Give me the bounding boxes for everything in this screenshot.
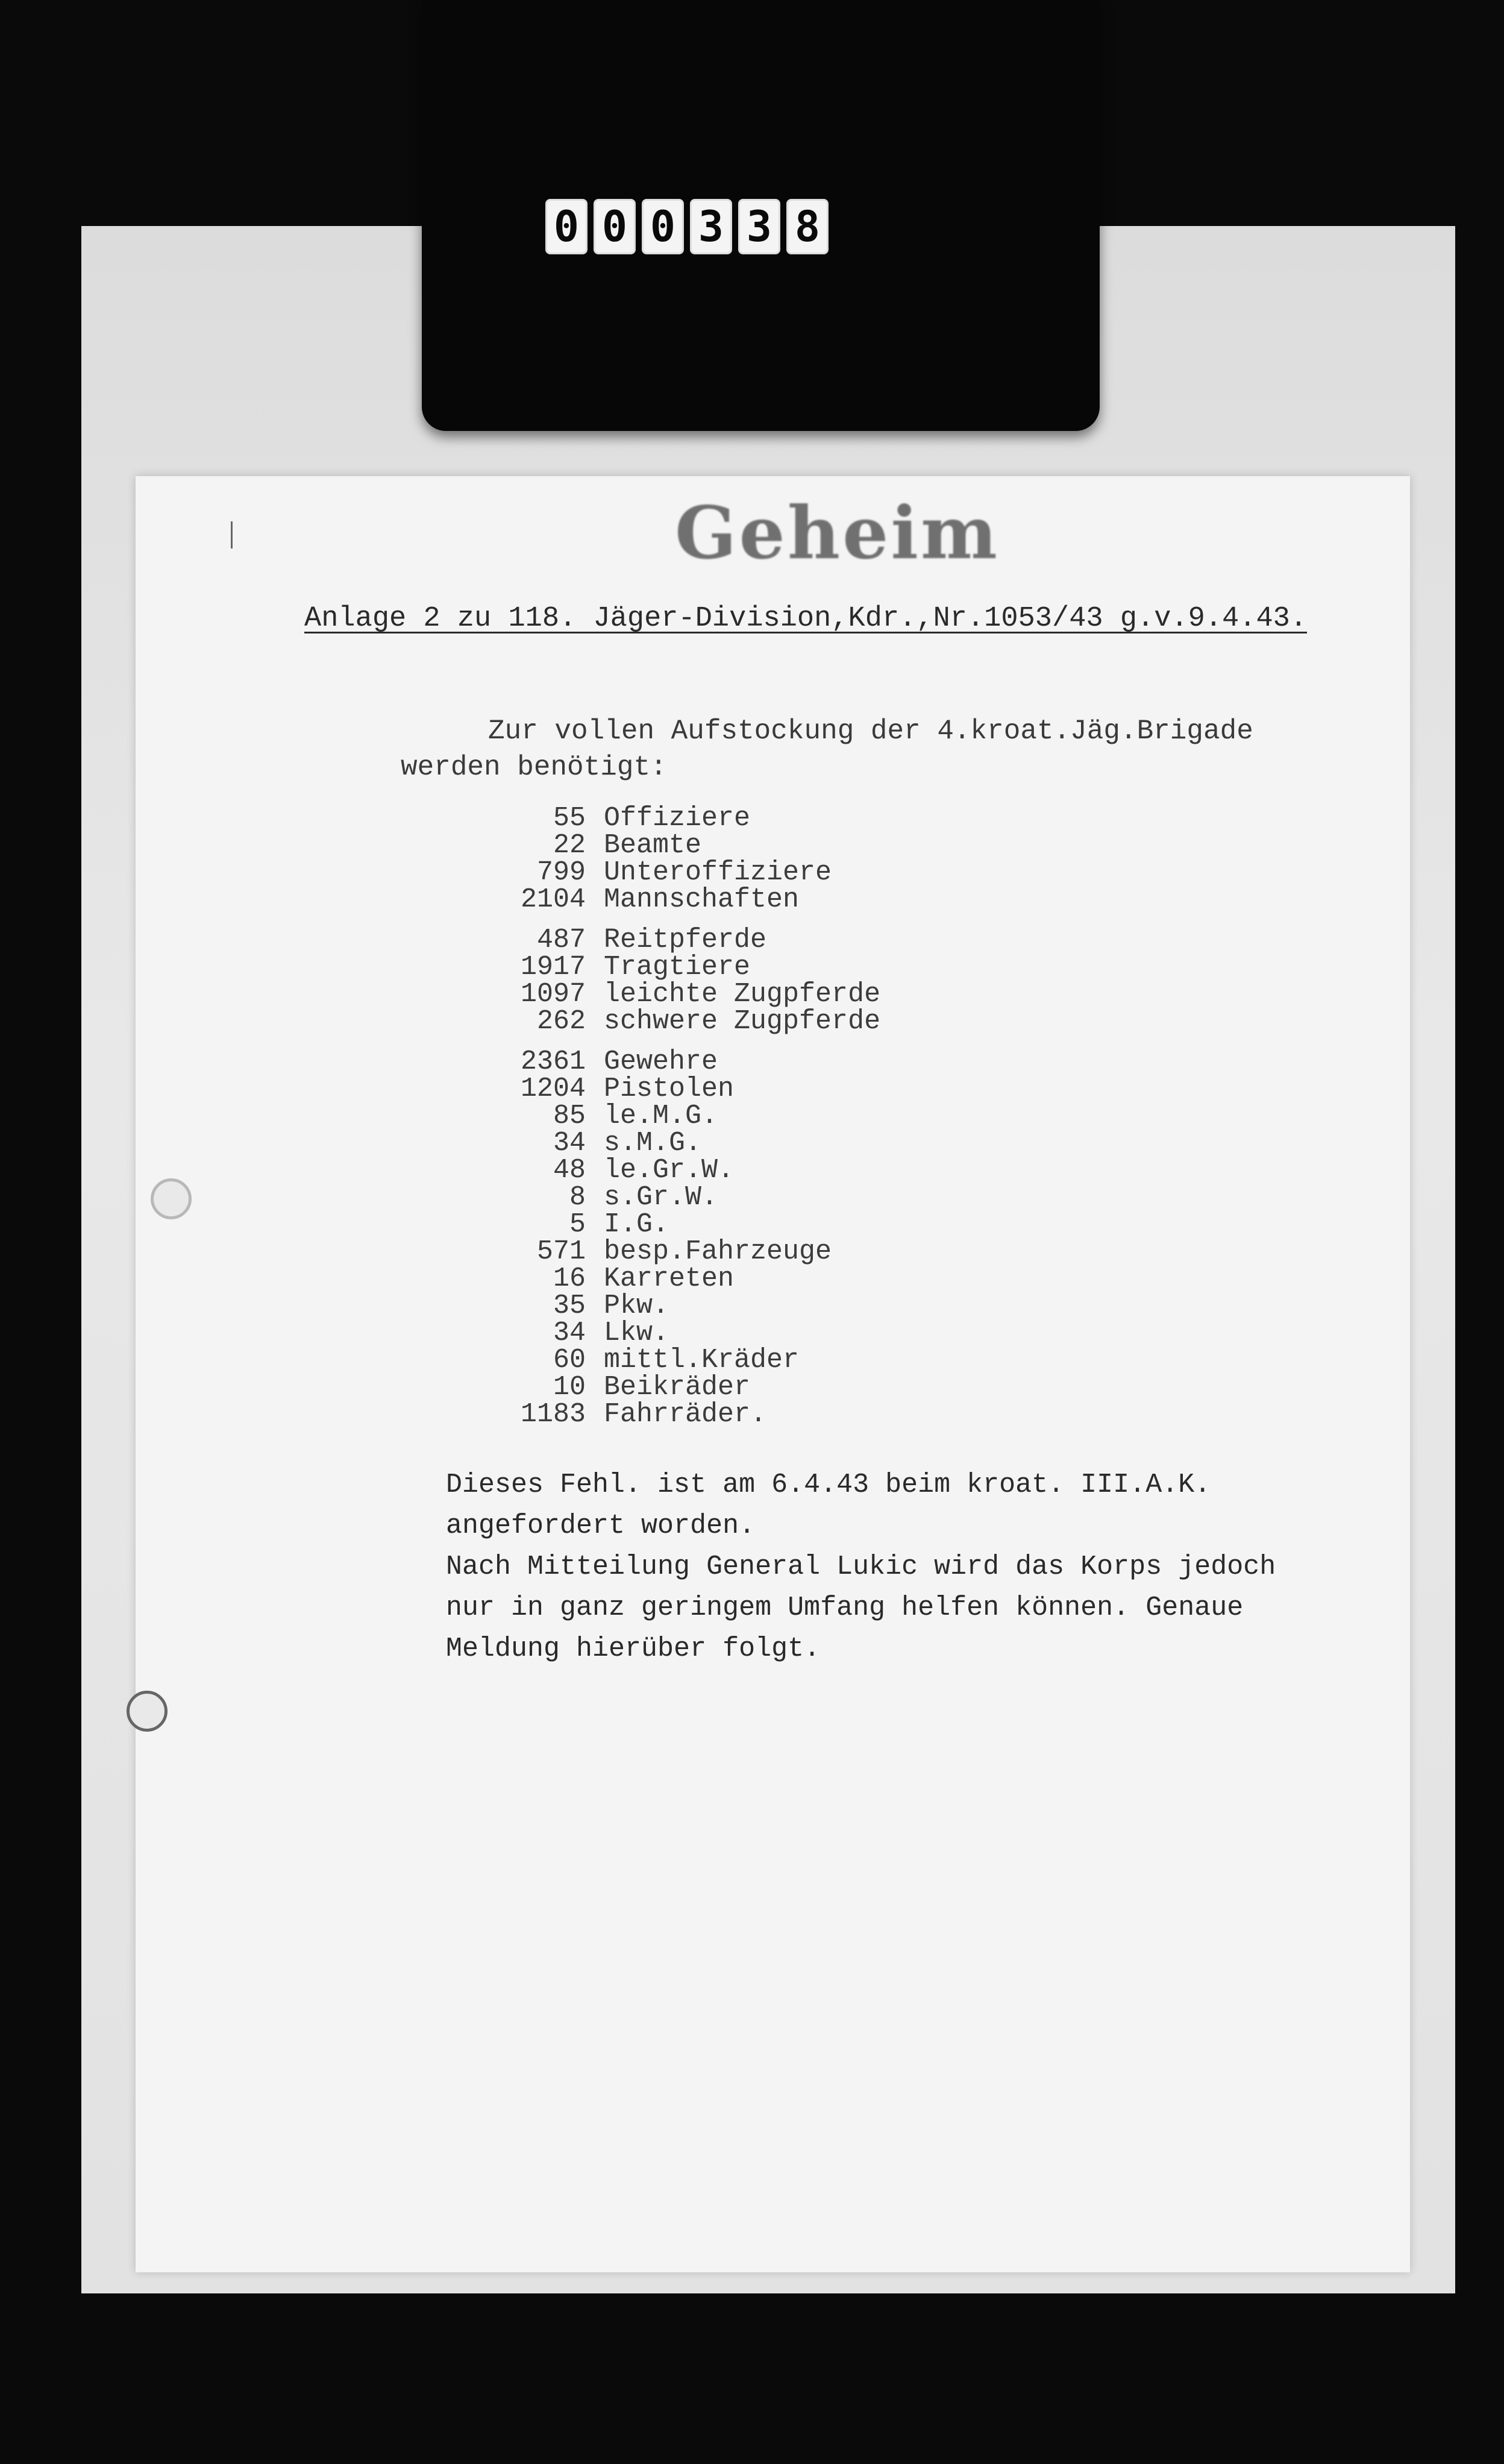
item-quantity: 55	[553, 803, 586, 834]
item-label: Pkw.	[604, 1290, 669, 1321]
closing-line: Meldung hierüber folgt.	[446, 1633, 821, 1664]
item-label: Pistolen	[604, 1073, 735, 1104]
document-heading: Anlage 2 zu 118. Jäger-Division,Kdr.,Nr.1053/43 g.v.9.4.43.	[304, 603, 1308, 635]
list-item	[494, 1008, 880, 1035]
list-item	[494, 954, 880, 981]
list-item	[494, 1238, 880, 1265]
item-label: mittl.Kräder	[604, 1345, 800, 1375]
item-quantity: 48	[553, 1155, 586, 1186]
item-label: schwere Zugpferde	[604, 1006, 881, 1037]
list-item	[494, 805, 880, 832]
requirements-list	[494, 805, 880, 1428]
margin-mark	[231, 521, 233, 548]
item-quantity: 16	[553, 1263, 586, 1294]
item-label: s.M.G.	[604, 1128, 702, 1158]
item-quantity: 2361	[520, 1046, 586, 1077]
item-quantity: 1183	[520, 1399, 586, 1430]
frame-counter	[545, 199, 829, 253]
item-quantity: 34	[553, 1318, 586, 1348]
intro-line-1: Zur vollen Aufstockung der 4.kroat.Jäg.Brigade	[488, 715, 1253, 747]
closing-line: angefordert worden.	[446, 1510, 756, 1541]
item-label: Beamte	[604, 830, 702, 861]
closing-line: Nach Mitteilung General Lukic wird das Korps jedoch	[446, 1551, 1276, 1582]
classification-stamp: Geheim	[675, 491, 1000, 576]
item-quantity: 262	[536, 1006, 586, 1037]
list-item	[494, 1184, 880, 1211]
item-label: Tragtiere	[604, 952, 751, 982]
list-item	[494, 1265, 880, 1292]
item-quantity: 85	[553, 1101, 586, 1131]
item-quantity: 10	[553, 1372, 586, 1403]
list-item	[494, 1048, 880, 1075]
item-label: s.Gr.W.	[604, 1182, 718, 1213]
item-label: I.G.	[604, 1209, 669, 1240]
item-quantity: 60	[553, 1345, 586, 1375]
list-item	[494, 1292, 880, 1319]
item-quantity: 8	[569, 1182, 586, 1213]
list-item	[494, 859, 880, 886]
counter-digit: 0	[545, 199, 588, 254]
list-item	[494, 886, 880, 913]
item-quantity: 34	[553, 1128, 586, 1158]
list-item	[494, 1157, 880, 1184]
item-quantity: 1097	[520, 979, 586, 1010]
item-quantity: 22	[553, 830, 586, 861]
intro-line-2: werden benötigt:	[401, 752, 667, 783]
counter-digit: 3	[738, 199, 780, 254]
item-label: besp.Fahrzeuge	[604, 1236, 832, 1267]
list-item	[494, 1374, 880, 1401]
item-label: leichte Zugpferde	[604, 979, 881, 1010]
item-quantity: 35	[553, 1290, 586, 1321]
item-quantity: 2104	[520, 884, 586, 915]
list-item	[494, 1102, 880, 1130]
item-label: Karreten	[604, 1263, 735, 1294]
list-item	[494, 926, 880, 954]
item-quantity: 799	[536, 857, 586, 888]
item-label: Unteroffiziere	[604, 857, 832, 888]
list-item	[494, 1130, 880, 1157]
list-item	[494, 1319, 880, 1347]
item-label: Gewehre	[604, 1046, 718, 1077]
item-label: Mannschaften	[604, 884, 800, 915]
punch-hole	[127, 1691, 168, 1732]
item-quantity: 5	[569, 1209, 586, 1240]
counter-digit: 8	[786, 199, 829, 254]
item-quantity: 1204	[520, 1073, 586, 1104]
list-item	[494, 1075, 880, 1102]
item-label: le.Gr.W.	[604, 1155, 735, 1186]
item-label: Lkw.	[604, 1318, 669, 1348]
counter-digit: 0	[594, 199, 636, 254]
item-quantity: 487	[536, 925, 586, 955]
item-label: Offiziere	[604, 803, 751, 834]
item-quantity: 571	[536, 1236, 586, 1267]
item-label: Reitpferde	[604, 925, 767, 955]
list-item	[494, 1347, 880, 1374]
closing-line: Dieses Fehl. ist am 6.4.43 beim kroat. III.A.K.	[446, 1469, 1211, 1500]
closing-line: nur in ganz geringem Umfang helfen können. Genaue	[446, 1592, 1244, 1623]
item-label: Fahrräder.	[604, 1399, 767, 1430]
counter-digit: 3	[690, 199, 732, 254]
list-item	[494, 981, 880, 1008]
punch-hole	[151, 1178, 192, 1219]
counter-digit: 0	[642, 199, 684, 254]
item-quantity: 1917	[520, 952, 586, 982]
closing-paragraph	[446, 1465, 1350, 1670]
item-label: le.M.G.	[604, 1101, 718, 1131]
item-label: Beikräder	[604, 1372, 751, 1403]
list-item	[494, 1211, 880, 1238]
list-item	[494, 832, 880, 859]
list-item	[494, 1401, 880, 1428]
